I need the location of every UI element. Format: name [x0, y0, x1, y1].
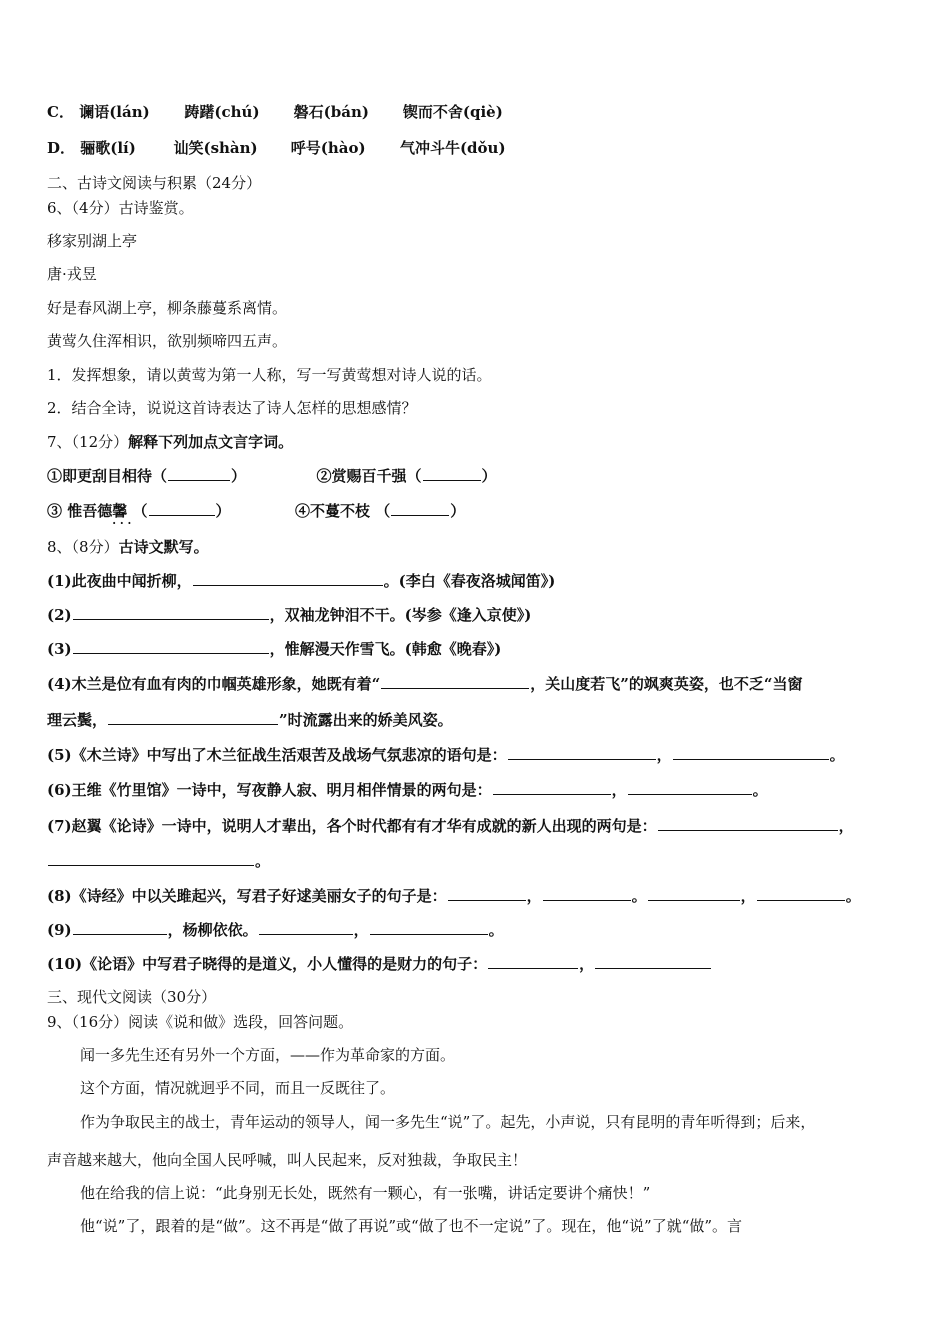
- passage-paragraph: 闻一多先生还有另外一个方面，——作为革命家的方面。: [80, 1046, 456, 1064]
- dictation-line: [47, 639, 501, 659]
- passage-paragraph: 这个方面，情况就迥乎不同，而且一反既往了。: [80, 1079, 396, 1097]
- dictation-line: [47, 605, 531, 625]
- poem-line: 好是春风湖上亭，柳条藤蔓系离情。: [47, 299, 288, 317]
- option-d-item: 骊歌(lí): [80, 139, 136, 157]
- answer-blank[interactable]: [658, 816, 838, 831]
- vocab-close: ）: [450, 502, 466, 520]
- dictation-line: [47, 886, 861, 906]
- question-header: [47, 432, 293, 452]
- answer-blank[interactable]: [73, 639, 269, 654]
- passage-paragraph: 声音越来越大，他向全国人民呼喊，叫人民起来，反对独裁，争取民主！: [47, 1151, 528, 1169]
- answer-blank[interactable]: [488, 954, 578, 969]
- dictation-text: ，: [579, 955, 595, 973]
- dictation-text: 。(李白《春夜洛城闻笛》): [383, 572, 556, 590]
- dictation-text: (8)《诗经》中以关雎起兴，写君子好逑美丽女子的句子是：: [47, 887, 447, 905]
- dictation-text: ”时流露出来的娇美风姿。: [279, 711, 453, 729]
- vocab-item: ②赏赐百千强（: [316, 467, 422, 485]
- dictation-line: [47, 816, 854, 836]
- answer-blank[interactable]: [149, 501, 215, 516]
- vocab-close: ）: [231, 467, 247, 485]
- option-c-item: 磐石(bán): [293, 103, 369, 121]
- option-c-item: 踌躇(chú): [184, 103, 260, 121]
- answer-blank[interactable]: [595, 954, 711, 969]
- answer-blank[interactable]: [48, 851, 254, 866]
- dictation-text: ，双袖龙钟泪不干。(岑参《逢入京使》): [269, 606, 532, 624]
- option-d-item: 呼号(hào): [290, 139, 366, 157]
- answer-blank[interactable]: [757, 886, 845, 901]
- dotted-char: 馨 · · ·: [112, 502, 127, 520]
- dictation-text: 。: [829, 746, 845, 764]
- dictation-text: (2): [47, 606, 72, 624]
- dictation-text: 。: [752, 781, 768, 799]
- answer-blank[interactable]: [168, 466, 230, 481]
- poem-title: 移家别湖上亭: [47, 232, 138, 250]
- option-d-row: [47, 138, 506, 158]
- dictation-text: (7)赵翼《论诗》一诗中，说明人才辈出，各个时代都有有才华有成就的新人出现的两句是：: [47, 817, 657, 835]
- dictation-line: [47, 780, 768, 800]
- vocab-item: ④不蔓不枝 （: [294, 502, 391, 520]
- vocab-close: ）: [481, 467, 497, 485]
- dictation-text: (4)木兰是位有血有肉的巾帼英雄形象，她既有着“: [47, 675, 381, 693]
- dictation-text: ，: [611, 781, 627, 799]
- answer-blank[interactable]: [543, 886, 631, 901]
- option-c-item: 谰语(lán): [79, 103, 150, 121]
- dictation-text: ，关山度若飞”的飒爽英姿，也不乏“当窗: [530, 675, 803, 693]
- dictation-text: 理云鬓，: [47, 711, 108, 729]
- answer-blank[interactable]: [108, 710, 278, 725]
- option-d-label: D．: [47, 139, 76, 157]
- question-number: 7、（12分）: [47, 433, 129, 451]
- answer-blank[interactable]: [193, 571, 383, 586]
- dictation-text: ，: [353, 921, 369, 939]
- vocab-close: ）: [215, 502, 231, 520]
- answer-blank[interactable]: [673, 745, 829, 760]
- vocab-item: ③ 惟吾德: [47, 502, 113, 520]
- dictation-text: ，惟解漫天作雪飞。(韩愈《晚春》): [269, 640, 502, 658]
- dictation-text: ，杨柳依依。: [167, 921, 258, 939]
- answer-blank[interactable]: [628, 780, 752, 795]
- dictation-text: 。: [845, 887, 861, 905]
- passage-paragraph: 作为争取民主的战士，青年运动的领导人，闻一多先生“说”了。起先，小声说，只有昆明的青年听得到；后来，: [80, 1113, 816, 1131]
- dictation-text: ，: [838, 817, 854, 835]
- answer-blank[interactable]: [259, 920, 353, 935]
- sub-question: 2．结合全诗，说说这首诗表达了诗人怎样的思想感情？: [47, 399, 417, 417]
- answer-blank[interactable]: [448, 886, 526, 901]
- option-c-item: 锲而不舍(qiè): [402, 103, 503, 121]
- dictation-line: [47, 851, 270, 871]
- answer-blank[interactable]: [508, 745, 656, 760]
- answer-blank[interactable]: [73, 920, 167, 935]
- vocab-item: ①即更刮目相待（: [47, 467, 168, 485]
- dictation-text: (9): [47, 921, 72, 939]
- question-header: 6、（4分）古诗鉴赏。: [47, 199, 194, 217]
- dictation-text: (6)王维《竹里馆》一诗中，写夜静人寂、明月相伴情景的两句是：: [47, 781, 492, 799]
- section-title: 三、现代文阅读（30分）: [47, 988, 217, 1006]
- dictation-line: [47, 710, 453, 730]
- question-header: [47, 537, 209, 557]
- vocab-row: [47, 501, 465, 521]
- dictation-line: [47, 920, 504, 940]
- dictation-text: (1)此夜曲中闻折柳，: [47, 572, 192, 590]
- answer-blank[interactable]: [423, 466, 481, 481]
- option-c-row: [47, 102, 503, 122]
- dictation-text: 。: [488, 921, 504, 939]
- dictation-text: ，: [740, 887, 756, 905]
- option-d-item: 气冲斗牛(dǒu): [399, 139, 506, 157]
- answer-blank[interactable]: [73, 605, 269, 620]
- question-header: 9、（16分）阅读《说和做》选段，回答问题。: [47, 1013, 354, 1031]
- answer-blank[interactable]: [381, 674, 529, 689]
- vocab-open: （: [132, 502, 148, 520]
- dictation-text: ，: [656, 746, 672, 764]
- dictation-text: 。: [631, 887, 647, 905]
- dictation-line: [47, 571, 555, 591]
- dictation-line: [47, 674, 803, 694]
- dictation-text: ，: [526, 887, 542, 905]
- dictation-text: (10)《论语》中写君子晓得的是道义，小人懂得的是财力的句子：: [47, 955, 488, 973]
- answer-blank[interactable]: [648, 886, 740, 901]
- question-instruction: 解释下列加点文言字词。: [128, 433, 294, 451]
- dictation-text: (3): [47, 640, 72, 658]
- dictation-line: [47, 954, 712, 974]
- sub-question: 1．发挥想象，请以黄莺为第一人称，写一写黄莺想对诗人说的话。: [47, 366, 492, 384]
- dictation-text: 。: [255, 852, 271, 870]
- answer-blank[interactable]: [370, 920, 488, 935]
- poem-author: 唐·戎昱: [47, 265, 97, 283]
- passage-paragraph: 他“说”了，跟着的是“做”。这不再是“做了再说”或“做了也不一定说”了。现在，他“说”了就“做”。言: [80, 1217, 743, 1235]
- answer-blank[interactable]: [391, 501, 449, 516]
- option-c-label: C．: [47, 103, 74, 121]
- question-instruction: 古诗文默写。: [118, 538, 209, 556]
- section-title: 二、古诗文阅读与积累（24分）: [47, 174, 262, 192]
- question-number: 8、（8分）: [47, 538, 119, 556]
- option-d-item: 讪笑(shàn): [173, 139, 258, 157]
- dictation-text: (5)《木兰诗》中写出了木兰征战生活艰苦及战场气氛悲凉的语句是：: [47, 746, 507, 764]
- dictation-line: [47, 745, 845, 765]
- passage-paragraph: 他在给我的信上说：“此身别无长处，既然有一颗心，有一张嘴，讲话定要讲个痛快！”: [80, 1184, 651, 1202]
- answer-blank[interactable]: [493, 780, 611, 795]
- vocab-row: [47, 466, 497, 486]
- poem-line: 黄莺久住浑相识，欲别频啼四五声。: [47, 332, 288, 350]
